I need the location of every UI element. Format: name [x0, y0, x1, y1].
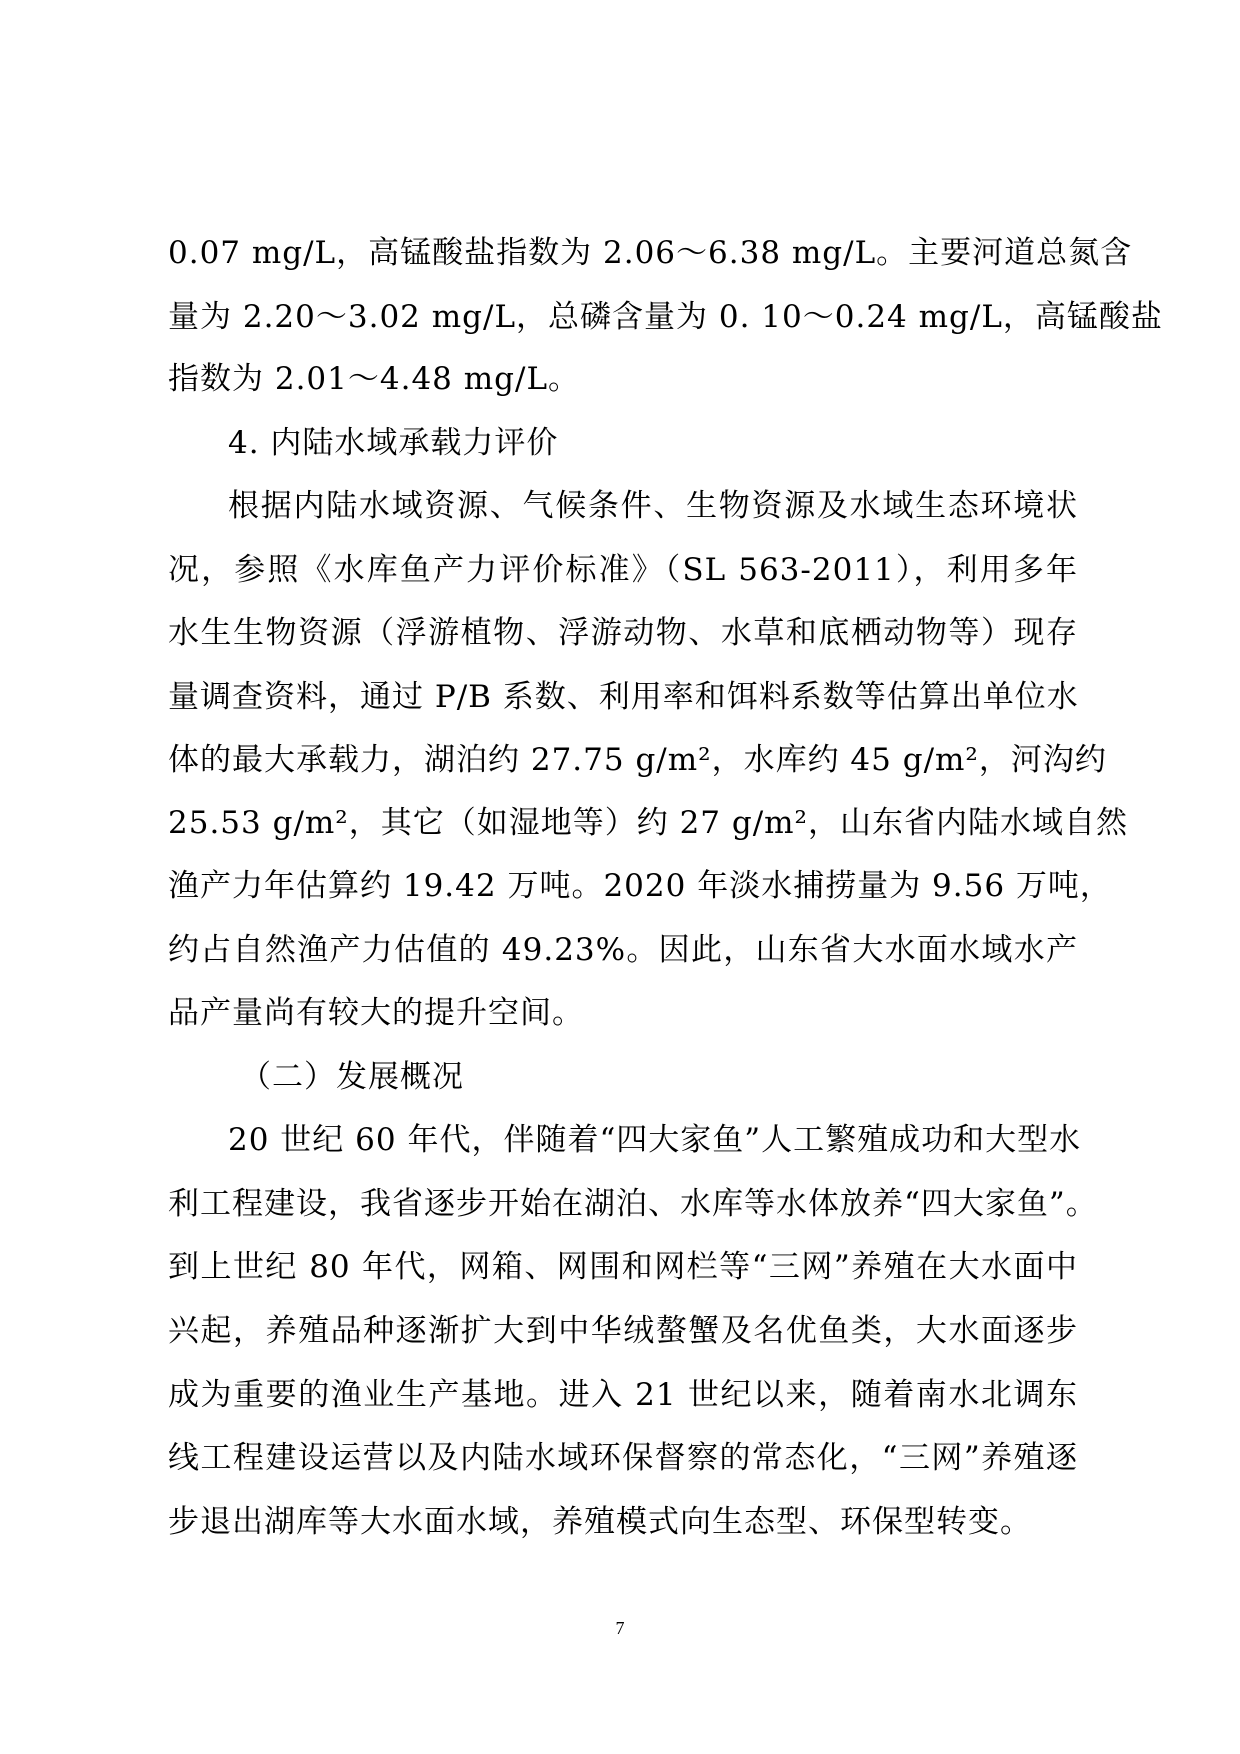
- text-line-21: 步退出湖库等大水面水域，养殖模式向生态型、环保型转变。: [168, 1504, 1032, 1540]
- text-line-16: 利工程建设，我省逐步开始在湖泊、水库等水体放养“四大家鱼”。: [168, 1186, 1098, 1222]
- text-line-5: 根据内陆水域资源、气候条件、生物资源及水域生态环境状: [228, 488, 1078, 524]
- text-line-11: 渔产力年估算约 19.42 万吨。2020 年淡水捕捞量为 9.56 万吨，: [168, 868, 1112, 904]
- section-heading-inland-capacity: 4. 内陆水域承载力评价: [228, 425, 559, 461]
- text-line-2: 量为 2.20～3.02 mg/L，总磷含量为 0. 10～0.24 mg/L，高锰酸盐: [168, 299, 1163, 335]
- section-heading-development: （二）发展概况: [240, 1059, 464, 1095]
- text-line-19: 成为重要的渔业生产基地。进入 21 世纪以来，随着南水北调东: [168, 1377, 1078, 1413]
- text-line-7: 水生生物资源（浮游植物、浮游动物、水草和底栖动物等）现存: [168, 615, 1078, 651]
- page-number: 7: [615, 1618, 625, 1638]
- text-line-3: 指数为 2.01～4.48 mg/L。: [168, 361, 581, 397]
- text-line-6: 况，参照《水库鱼产力评价标准》（SL 563-2011），利用多年: [168, 552, 1078, 588]
- text-line-20: 线工程建设运营以及内陆水域环保督察的常态化，“三网”养殖逐: [168, 1440, 1078, 1476]
- text-line-9: 体的最大承载力，湖泊约 27.75 g/m²，水库约 45 g/m²，河沟约: [168, 742, 1107, 778]
- text-line-15: 20 世纪 60 年代，伴随着“四大家鱼”人工繁殖成功和大型水: [228, 1122, 1082, 1158]
- text-line-17: 到上世纪 80 年代，网箱、网围和网栏等“三网”养殖在大水面中: [168, 1249, 1078, 1285]
- text-line-10: 25.53 g/m²，其它（如湿地等）约 27 g/m²，山东省内陆水域自然: [168, 805, 1128, 841]
- text-line-18: 兴起，养殖品种逐渐扩大到中华绒螯蟹及名优鱼类，大水面逐步: [168, 1313, 1078, 1349]
- text-line-1: 0.07 mg/L，高锰酸盐指数为 2.06～6.38 mg/L。主要河道总氮含: [168, 235, 1133, 271]
- text-line-13: 品产量尚有较大的提升空间。: [168, 995, 584, 1031]
- text-line-8: 量调查资料，通过 P/B 系数、利用率和饵料系数等估算出单位水: [168, 679, 1079, 715]
- text-line-12: 约占自然渔产力估值的 49.23%。因此，山东省大水面水域水产: [168, 932, 1078, 968]
